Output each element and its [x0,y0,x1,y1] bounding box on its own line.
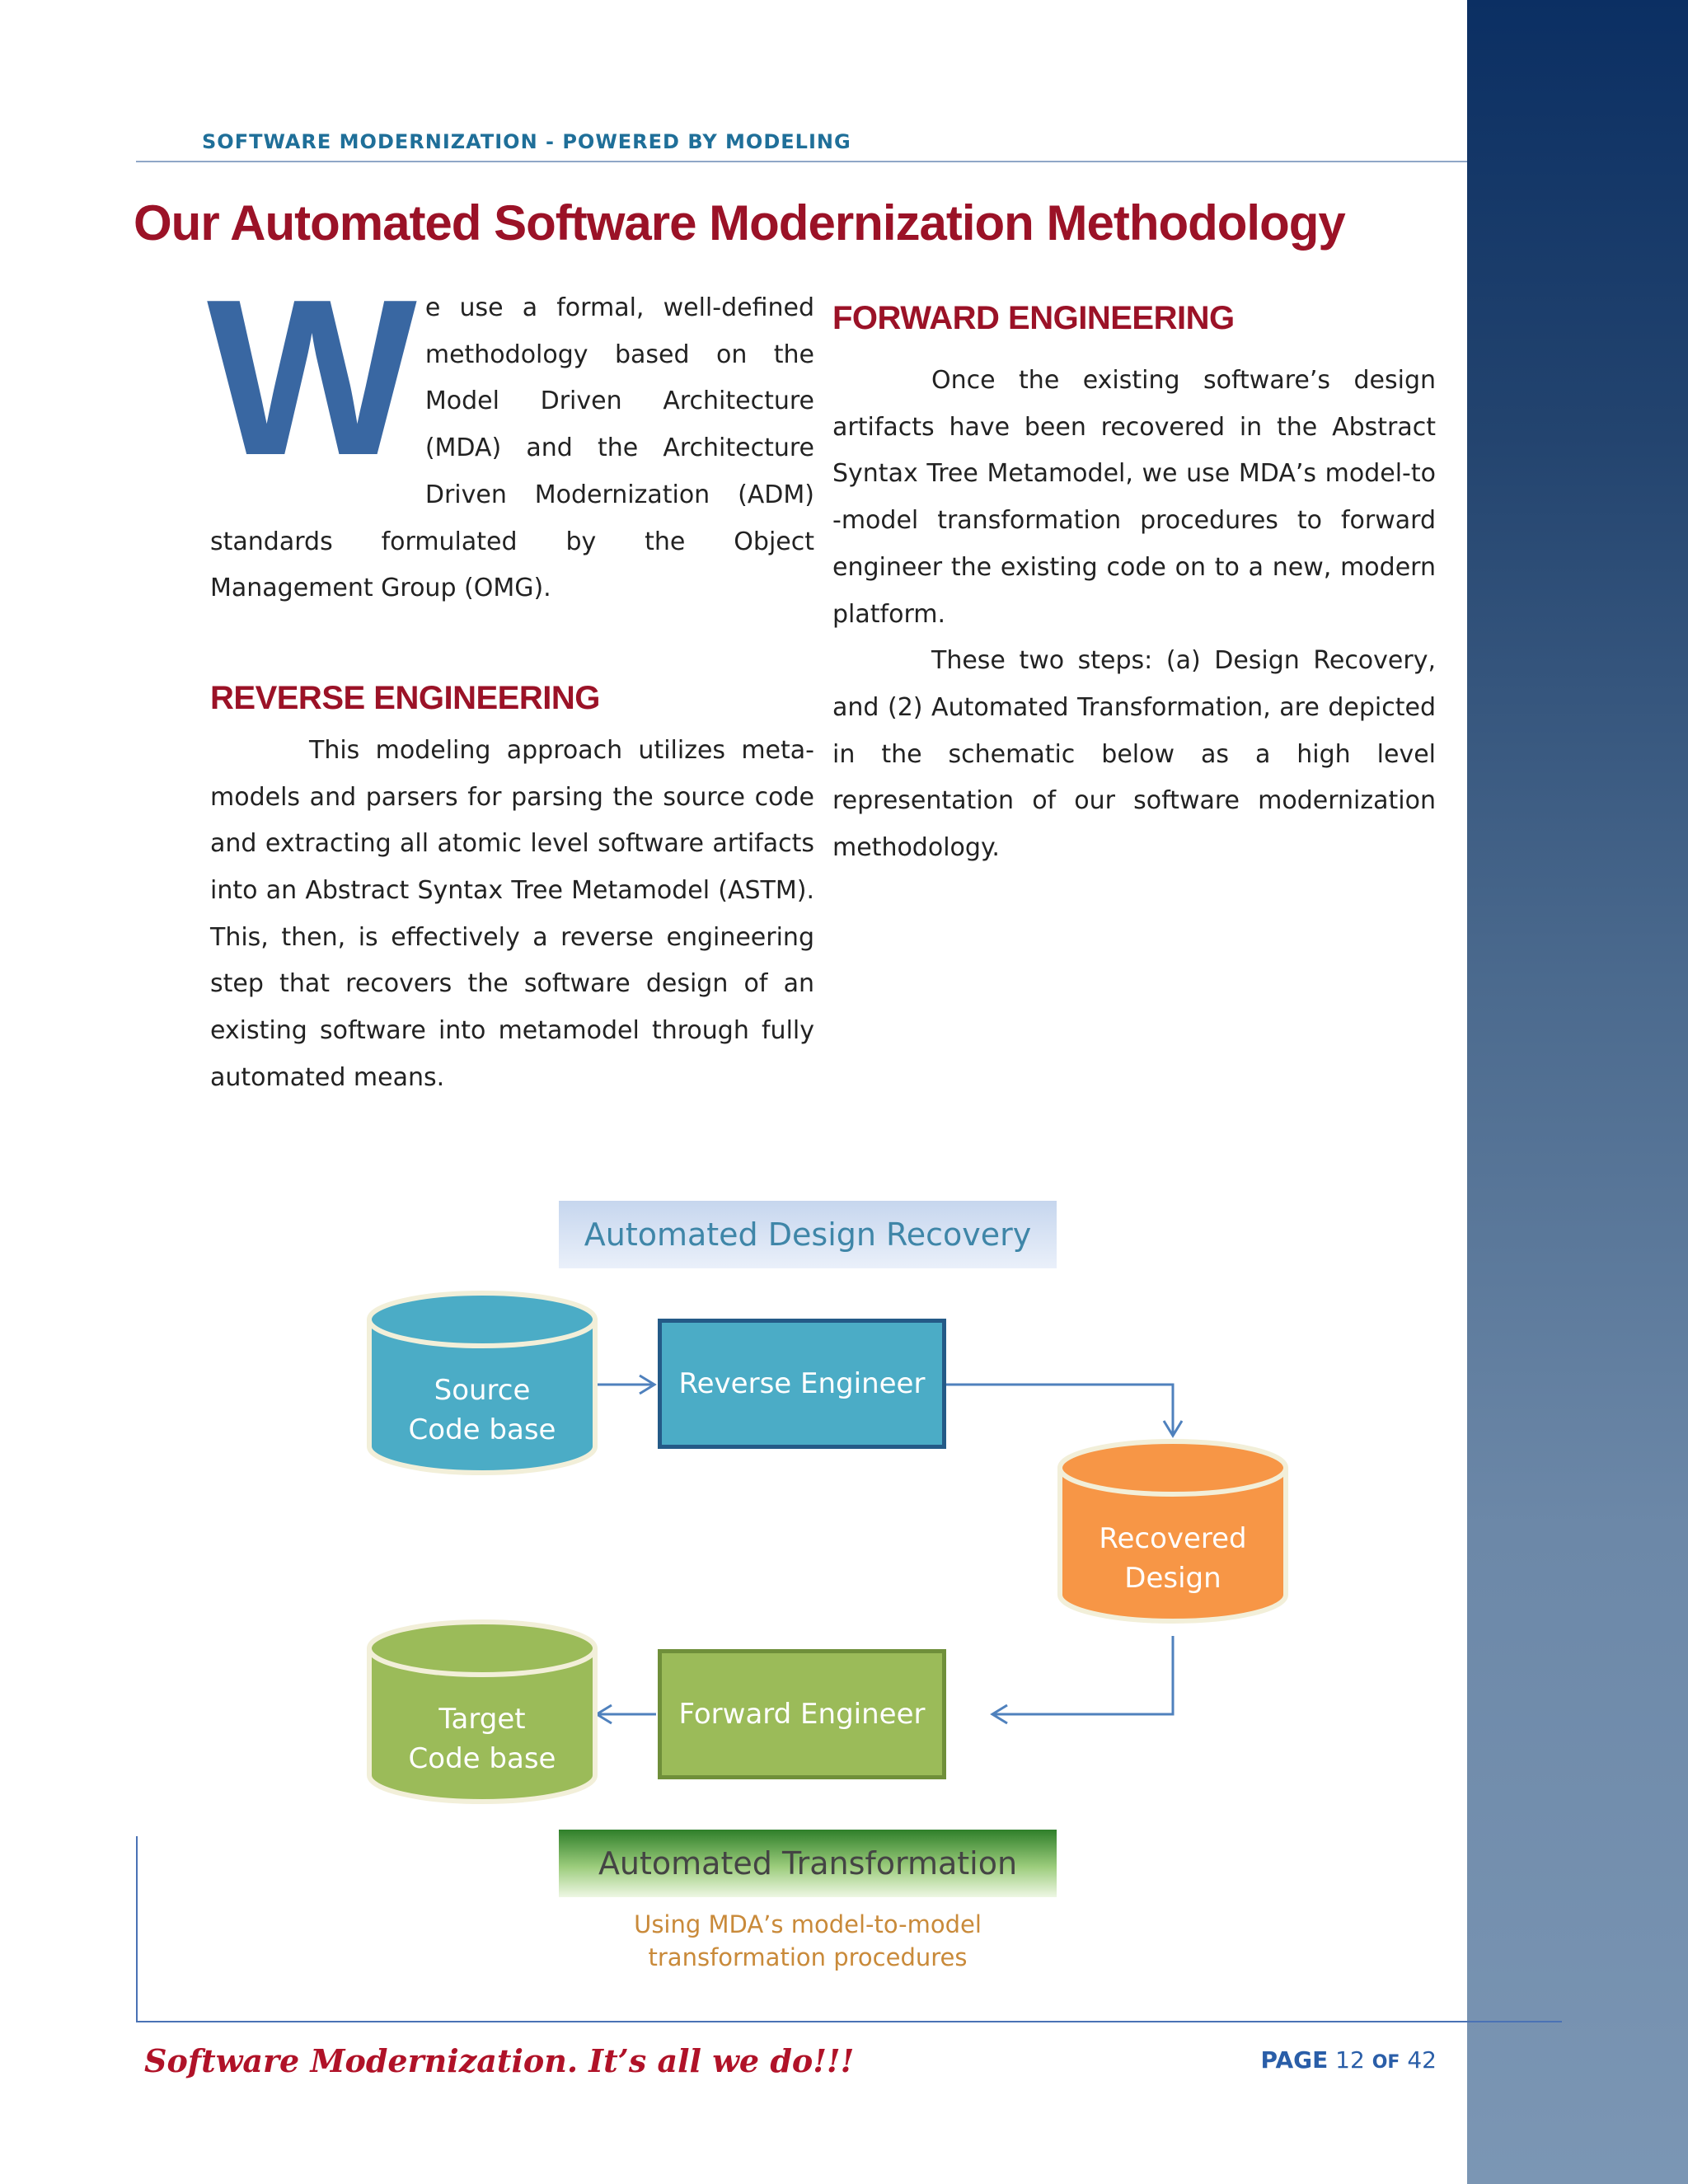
forward-engineering-para1: Once the existing software’s design artifacts have been recovered in the Abstract Syntax Tree Metamodel, we use MDA’s model-to -model transformation procedures to forward engineer the existing code on to a new, modern platform. [832,366,1436,629]
forward-engineering-heading: FORWARD ENGINEERING [832,300,1235,336]
target-label-line1: Target [438,1703,526,1736]
reverse-engineering-heading: REVERSE ENGINEERING [210,679,600,716]
recovered-label-line1: Recovered [1099,1522,1247,1555]
recovered-label-line2: Design [1124,1562,1221,1595]
source-label-line1: Source [434,1374,531,1407]
header-rule [136,161,1467,162]
target-codebase-cylinder [363,1617,602,1808]
caption-line2: transformation procedures [648,1943,968,1971]
page-title: Our Automated Software Modernization Methodology [134,195,1345,251]
intro-text: e use a formal, well-defined methodology based on the Model Driven Architecture (MDA) and the Architecture Driven Modernization (ADM) standards formulated by the Object Management Group (OMG). [210,293,814,603]
running-header: SOFTWARE MODERNIZATION - POWERED BY MODELING [202,130,851,153]
arrow-recovered-to-forward [994,1636,1173,1714]
design-recovery-banner: Automated Design Recovery [559,1201,1057,1268]
diagram-caption [559,1908,1057,1974]
source-label-line2: Code base [408,1413,556,1446]
side-decorative-band [1467,0,1688,2184]
page-of-label: OF [1372,2052,1400,2073]
left-column [207,254,814,1102]
caption-line1: Using MDA’s model-to-model [634,1910,982,1938]
automated-transformation-banner: Automated Transformation [559,1830,1057,1897]
reverse-engineer-box: Reverse Engineer [658,1319,946,1449]
reverse-engineering-text: This modeling approach utilizes meta-models and parsers for parsing the source code and extracting all atomic level software artifacts into an Abstract Syntax Tree Metamodel (ASTM). This, then, is effectively a reverse engineering step that recovers the software design of an existing software into metamodel through fully automated means. [210,735,814,1092]
intro-paragraph [207,254,814,612]
page-current: 12 [1335,2046,1365,2074]
page-label: PAGE [1260,2046,1329,2074]
target-label-line2: Code base [408,1742,556,1775]
footer-tagline: Software Modernization. It’s all we do!!! [144,2042,855,2079]
drop-cap: W [207,254,417,502]
methodology-diagram [346,1191,1319,1982]
arrow-reverse-to-recovered [946,1385,1173,1434]
forward-engineer-box: Forward Engineer [658,1649,946,1779]
footer-vertical-rule [136,1836,138,2022]
right-column [832,295,1436,872]
page-total: 42 [1407,2046,1437,2074]
page-number [1261,2046,1437,2074]
footer-rule [136,2021,1562,2022]
recovered-design-cylinder [1053,1436,1292,1628]
forward-engineering-para2: These two steps: (a) Design Recovery, and (2) Automated Transformation, are depicted in the schematic below as a high level representation of our software modernization methodology. [832,646,1436,863]
source-codebase-cylinder [363,1288,602,1479]
